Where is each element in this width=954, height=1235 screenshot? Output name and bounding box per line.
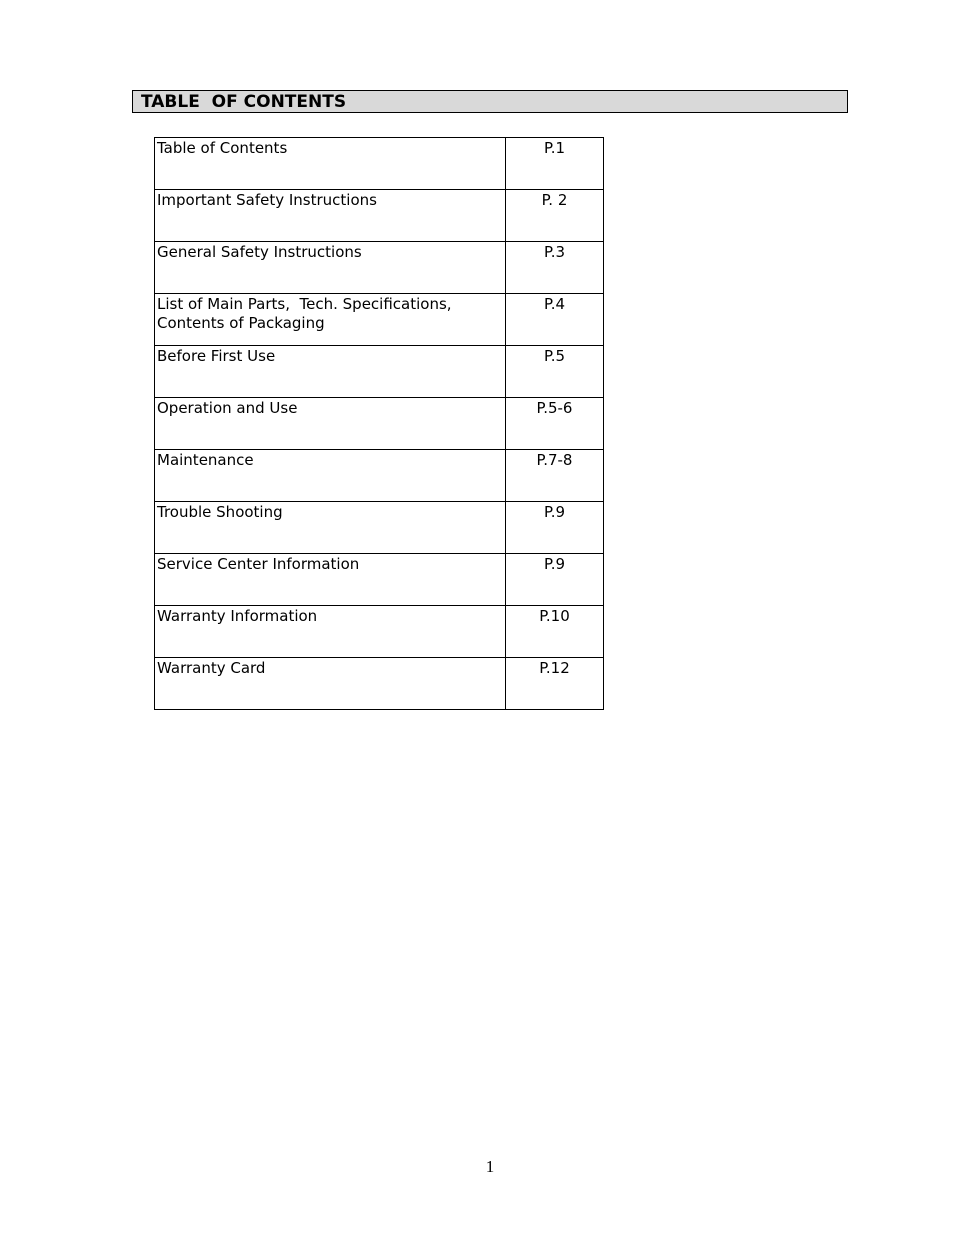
page-number: 1 — [485, 1157, 495, 1176]
toc-entry-page: P.5-6 — [506, 398, 604, 450]
toc-entry-title: Maintenance — [155, 450, 506, 502]
toc-table — [154, 137, 604, 710]
toc-entry-page: P.10 — [506, 606, 604, 658]
toc-entry-page: P.3 — [506, 242, 604, 294]
table-row — [155, 346, 604, 398]
table-row — [155, 502, 604, 554]
toc-entry-page: P.5 — [506, 346, 604, 398]
table-row — [155, 554, 604, 606]
toc-entry-page: P.9 — [506, 502, 604, 554]
toc-entry-page: P.1 — [506, 138, 604, 190]
toc-entry-page: P. 2 — [506, 190, 604, 242]
toc-entry-title: Warranty Information — [155, 606, 506, 658]
table-row — [155, 294, 604, 346]
toc-entry-title: List of Main Parts, Tech. Specifications, Contents of Packaging — [155, 294, 506, 346]
table-row — [155, 450, 604, 502]
toc-heading-bar — [132, 90, 848, 113]
toc-entry-title: Table of Contents — [155, 138, 506, 190]
table-row — [155, 606, 604, 658]
toc-entry-page: P.4 — [506, 294, 604, 346]
toc-entry-title: Trouble Shooting — [155, 502, 506, 554]
table-row — [155, 138, 604, 190]
toc-entry-page: P.7-8 — [506, 450, 604, 502]
toc-entry-title: Service Center Information — [155, 554, 506, 606]
table-row — [155, 190, 604, 242]
table-row — [155, 242, 604, 294]
table-row — [155, 658, 604, 710]
toc-heading: TABLE OF CONTENTS — [141, 92, 347, 112]
table-row — [155, 398, 604, 450]
toc-entry-title: Important Safety Instructions — [155, 190, 506, 242]
toc-entry-title: General Safety Instructions — [155, 242, 506, 294]
toc-entry-page: P.9 — [506, 554, 604, 606]
toc-entry-title: Operation and Use — [155, 398, 506, 450]
toc-entry-page: P.12 — [506, 658, 604, 710]
toc-entry-title: Warranty Card — [155, 658, 506, 710]
toc-entry-title: Before First Use — [155, 346, 506, 398]
